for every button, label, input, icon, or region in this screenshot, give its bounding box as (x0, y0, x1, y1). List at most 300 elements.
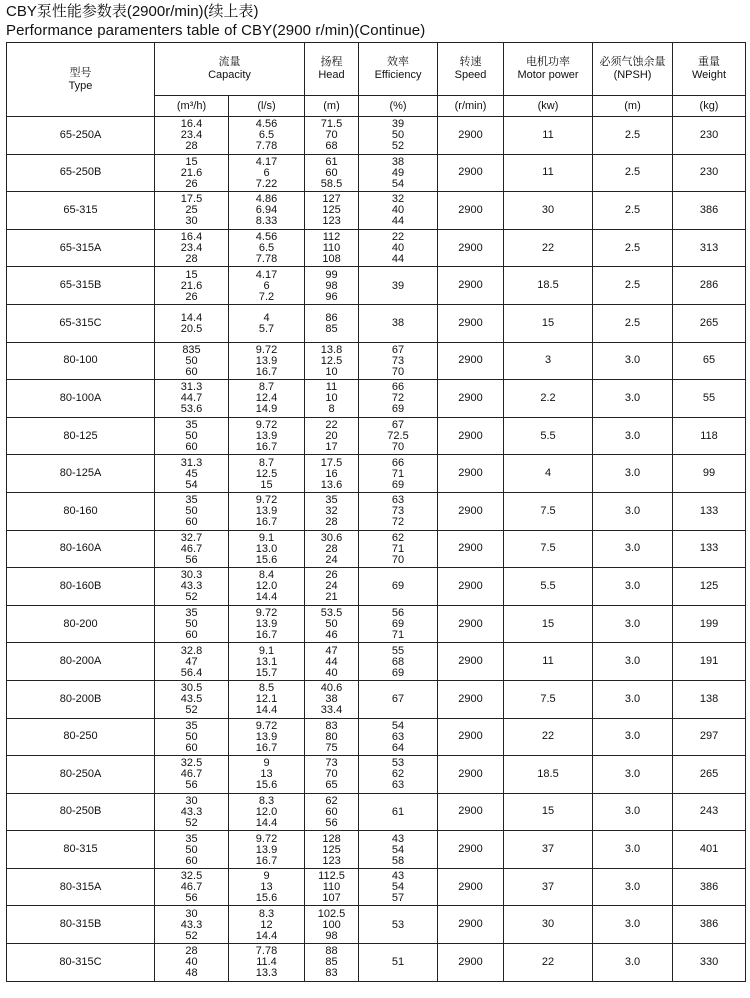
capacity-m3h-cell (155, 492, 229, 530)
capacity-ls-cell (229, 455, 305, 493)
cell-value: 98 (325, 929, 338, 942)
head-cell (305, 718, 359, 756)
capacity-ls-cell (229, 756, 305, 794)
cell-value: 68 (391, 655, 405, 668)
capacity-ls-cell (229, 380, 305, 418)
unit-ls: (l/s) (229, 96, 305, 117)
unit-weight: (kg) (673, 96, 746, 117)
cell-value: 54 (391, 177, 405, 190)
cell-value: 72.5 (387, 430, 409, 443)
efficiency-cell (359, 154, 438, 192)
cell-value: 70 (325, 129, 338, 142)
cell-value: 26 (185, 177, 198, 190)
cell-value: 65 (325, 779, 338, 792)
cell-value: 15.6 (255, 553, 278, 566)
unit-efficiency: (%) (359, 96, 438, 117)
cell-value: 44 (391, 253, 405, 266)
cell-value: 50 (325, 618, 338, 631)
head-cell (305, 831, 359, 869)
capacity-m3h-cell (155, 192, 229, 230)
npsh-cell: 3.0 (593, 643, 673, 681)
capacity-m3h-cell (155, 793, 229, 831)
cell-value: 43.5 (180, 693, 203, 706)
cell-value: 22 (391, 231, 405, 244)
cell-value: 8 (328, 403, 335, 416)
capacity-ls-cell (229, 568, 305, 606)
head-cell (305, 756, 359, 794)
npsh-cell: 2.5 (593, 192, 673, 230)
cell-value: 52 (185, 591, 198, 604)
cell-value: 60 (185, 516, 198, 529)
efficiency-cell (359, 906, 438, 944)
table-row (7, 756, 746, 794)
cell-value: 57 (391, 892, 405, 905)
weight-cell: 313 (673, 229, 746, 267)
cell-value: 17.5 (180, 193, 203, 206)
cell-value: 62 (391, 768, 405, 781)
cell-value: 7.78 (255, 253, 278, 266)
capacity-m3h-cell (155, 568, 229, 606)
weight-cell: 401 (673, 831, 746, 869)
cell-value: 15.6 (255, 892, 278, 905)
capacity-ls-cell (229, 229, 305, 267)
cell-value: 52 (185, 704, 198, 717)
model-cell: 80-125A (7, 455, 155, 493)
efficiency-cell (359, 229, 438, 267)
capacity-ls-cell (229, 530, 305, 568)
cell-value: 11.4 (256, 956, 277, 969)
model-cell: 80-125 (7, 417, 155, 455)
cell-value: 26 (185, 290, 198, 303)
motor-power-cell: 4 (504, 455, 593, 493)
model-cell: 80-200 (7, 605, 155, 643)
cell-value: 63 (391, 494, 405, 507)
table-row (7, 304, 746, 342)
cell-value: 35 (185, 832, 198, 845)
cell-value: 62 (391, 531, 405, 544)
cell-value: 56 (185, 892, 198, 905)
cell-value: 16.7 (255, 854, 278, 867)
cell-value: 9.72 (255, 832, 278, 845)
cell-value: 7.78 (255, 140, 278, 153)
speed-cell: 2900 (438, 492, 504, 530)
speed-cell: 2900 (438, 342, 504, 380)
cell-value: 8.33 (255, 215, 278, 228)
cell-value: 50 (185, 430, 198, 443)
weight-cell: 138 (673, 680, 746, 718)
capacity-m3h-cell (155, 117, 229, 155)
cell-value: 30 (185, 215, 198, 228)
cell-value: 35 (185, 494, 198, 507)
capacity-ls-cell (229, 906, 305, 944)
cell-value: 108 (322, 253, 341, 266)
unit-m3h: (m³/h) (155, 96, 229, 117)
model-cell: 65-315C (7, 304, 155, 342)
efficiency-cell (359, 756, 438, 794)
cell-value: 16.4 (180, 231, 203, 244)
cell-value: 123 (322, 215, 341, 228)
efficiency-cell (359, 718, 438, 756)
efficiency-cell (359, 530, 438, 568)
table-row (7, 831, 746, 869)
header-head: 扬程 Head (305, 43, 359, 96)
cell-value: 63 (391, 779, 405, 792)
cell-value: 53 (391, 918, 405, 931)
head-cell (305, 868, 359, 906)
model-cell: 80-315A (7, 868, 155, 906)
weight-cell: 265 (673, 756, 746, 794)
cell-value: 50 (185, 354, 198, 367)
header-npsh: 必须气蚀余量 (NPSH) (593, 43, 673, 96)
motor-power-cell: 18.5 (504, 267, 593, 305)
capacity-m3h-cell (155, 756, 229, 794)
efficiency-cell (359, 568, 438, 606)
model-cell: 80-100A (7, 380, 155, 418)
table-row (7, 192, 746, 230)
cell-value: 15.6 (255, 779, 278, 792)
cell-value: 46 (325, 629, 338, 642)
cell-value: 56 (325, 816, 338, 829)
cell-value: 4 (263, 311, 270, 324)
cell-value: 50 (185, 843, 198, 856)
capacity-ls-cell (229, 793, 305, 831)
cell-value: 13 (260, 768, 273, 781)
npsh-cell: 3.0 (593, 906, 673, 944)
cell-value: 30.3 (180, 569, 203, 582)
weight-cell: 243 (673, 793, 746, 831)
capacity-m3h-cell (155, 643, 229, 681)
cell-value: 53.6 (180, 403, 203, 416)
cell-value: 83 (325, 719, 338, 732)
cell-value: 14.4 (180, 311, 203, 324)
head-cell (305, 342, 359, 380)
table-row (7, 680, 746, 718)
cell-value: 56 (185, 553, 198, 566)
speed-cell: 2900 (438, 455, 504, 493)
cell-value: 44.7 (180, 392, 203, 405)
cell-value: 15.7 (255, 666, 278, 679)
cell-value: 50 (185, 505, 198, 518)
capacity-m3h-cell (155, 944, 229, 982)
table-row (7, 342, 746, 380)
cell-value: 54 (391, 881, 405, 894)
cell-value: 35 (185, 607, 198, 620)
cell-value: 56 (391, 607, 405, 620)
cell-value: 50 (185, 730, 198, 743)
cell-value: 31.3 (180, 381, 203, 394)
head-cell (305, 793, 359, 831)
cell-value: 28 (185, 140, 198, 153)
capacity-ls-cell (229, 944, 305, 982)
speed-cell: 2900 (438, 868, 504, 906)
weight-cell: 125 (673, 568, 746, 606)
table-row (7, 605, 746, 643)
head-cell (305, 417, 359, 455)
capacity-m3h-cell (155, 342, 229, 380)
weight-cell: 55 (673, 380, 746, 418)
weight-cell: 386 (673, 906, 746, 944)
capacity-m3h-cell (155, 868, 229, 906)
cell-value: 67 (391, 419, 405, 432)
head-cell (305, 492, 359, 530)
cell-value: 39 (391, 118, 405, 131)
npsh-cell: 3.0 (593, 417, 673, 455)
model-cell: 65-315 (7, 192, 155, 230)
table-row (7, 229, 746, 267)
cell-value: 9.72 (255, 494, 278, 507)
efficiency-cell (359, 417, 438, 455)
weight-cell: 286 (673, 267, 746, 305)
cell-value: 56.4 (180, 666, 203, 679)
cell-value: 73 (391, 354, 405, 367)
weight-cell: 133 (673, 530, 746, 568)
cell-value: 107 (322, 892, 341, 905)
capacity-m3h-cell (155, 906, 229, 944)
cell-value: 44 (325, 655, 338, 668)
cell-value: 53 (391, 757, 405, 770)
speed-cell: 2900 (438, 831, 504, 869)
motor-power-cell: 37 (504, 831, 593, 869)
motor-power-cell: 30 (504, 906, 593, 944)
table-row (7, 568, 746, 606)
weight-cell: 230 (673, 154, 746, 192)
cell-value: 43 (391, 832, 405, 845)
speed-cell: 2900 (438, 304, 504, 342)
weight-cell: 230 (673, 117, 746, 155)
model-cell: 80-250B (7, 793, 155, 831)
cell-value: 110 (322, 242, 341, 255)
cell-value: 8.3 (258, 794, 275, 807)
head-cell (305, 380, 359, 418)
motor-power-cell: 30 (504, 192, 593, 230)
cell-value: 12.4 (255, 392, 278, 405)
npsh-cell: 3.0 (593, 680, 673, 718)
cell-value: 13.8 (320, 343, 343, 356)
cell-value: 12.5 (320, 354, 343, 367)
capacity-m3h-cell (155, 680, 229, 718)
npsh-cell: 3.0 (593, 492, 673, 530)
cell-value: 54 (185, 478, 198, 491)
speed-cell: 2900 (438, 192, 504, 230)
speed-cell: 2900 (438, 380, 504, 418)
cell-value: 9 (263, 757, 270, 770)
cell-value: 72 (391, 516, 405, 529)
capacity-m3h-cell (155, 304, 229, 342)
cell-value: 73 (325, 757, 338, 770)
cell-value: 50 (391, 129, 405, 142)
model-cell: 80-160 (7, 492, 155, 530)
cell-value: 62 (325, 794, 338, 807)
cell-value: 9.72 (255, 419, 278, 432)
cell-value: 7.78 (255, 945, 278, 958)
head-cell (305, 568, 359, 606)
table-row (7, 793, 746, 831)
head-cell (305, 154, 359, 192)
efficiency-cell (359, 605, 438, 643)
cell-value: 112.5 (318, 870, 345, 883)
cell-value: 20 (325, 430, 338, 443)
cell-value: 15 (185, 268, 198, 281)
cell-value: 31.3 (180, 456, 203, 469)
npsh-cell: 2.5 (593, 154, 673, 192)
header-motor-power: 电机功率 Motor power (504, 43, 593, 96)
cell-value: 6.94 (255, 204, 278, 217)
header-model: 型号 Type (7, 43, 155, 117)
cell-value: 43.3 (180, 580, 203, 593)
motor-power-cell: 7.5 (504, 492, 593, 530)
speed-cell: 2900 (438, 154, 504, 192)
header-row (7, 43, 746, 96)
cell-value: 15 (260, 478, 273, 491)
model-cell: 65-250A (7, 117, 155, 155)
efficiency-cell (359, 793, 438, 831)
weight-cell: 118 (673, 417, 746, 455)
cell-value: 13.9 (255, 843, 278, 856)
header-weight: 重量 Weight (673, 43, 746, 96)
cell-value: 4.86 (255, 193, 278, 206)
cell-value: 16.7 (255, 741, 278, 754)
cell-value: 23.4 (180, 242, 203, 255)
cell-value: 55 (391, 644, 405, 657)
cell-value: 9.72 (255, 607, 278, 620)
cell-value: 54 (391, 719, 405, 732)
table-row (7, 380, 746, 418)
cell-value: 6 (263, 166, 270, 179)
head-cell (305, 680, 359, 718)
model-cell: 80-315C (7, 944, 155, 982)
capacity-m3h-cell (155, 154, 229, 192)
speed-cell: 2900 (438, 267, 504, 305)
cell-value: 52 (185, 929, 198, 942)
cell-value: 835 (182, 343, 201, 356)
cell-value: 32.5 (180, 757, 203, 770)
cell-value: 4.17 (255, 155, 278, 168)
cell-value: 51 (391, 956, 405, 969)
cell-value: 4.56 (255, 118, 278, 131)
cell-value: 58.5 (320, 177, 343, 190)
cell-value: 60 (185, 441, 198, 454)
cell-value: 69 (391, 580, 405, 593)
cell-value: 48 (185, 967, 198, 980)
cell-value: 13.9 (255, 730, 278, 743)
motor-power-cell: 7.5 (504, 530, 593, 568)
cell-value: 56 (185, 779, 198, 792)
cell-value: 22 (325, 419, 338, 432)
cell-value: 17 (325, 441, 338, 454)
cell-value: 12.5 (255, 467, 278, 480)
cell-value: 13.9 (255, 505, 278, 518)
cell-value: 70 (391, 553, 405, 566)
model-cell: 80-160A (7, 530, 155, 568)
motor-power-cell: 18.5 (504, 756, 593, 794)
cell-value: 60 (185, 741, 198, 754)
capacity-m3h-cell (155, 417, 229, 455)
model-cell: 65-315A (7, 229, 155, 267)
efficiency-cell (359, 868, 438, 906)
capacity-ls-cell (229, 680, 305, 718)
cell-value: 45 (185, 467, 198, 480)
cell-value: 14.4 (255, 929, 278, 942)
npsh-cell: 3.0 (593, 756, 673, 794)
cell-value: 85 (325, 322, 338, 335)
speed-cell: 2900 (438, 605, 504, 643)
cell-value: 60 (185, 365, 198, 378)
cell-value: 8.7 (258, 456, 275, 469)
cell-value: 13.9 (255, 430, 278, 443)
capacity-m3h-cell (155, 455, 229, 493)
header-capacity: 流量 Capacity (155, 43, 305, 96)
efficiency-cell (359, 492, 438, 530)
npsh-cell: 3.0 (593, 605, 673, 643)
speed-cell: 2900 (438, 568, 504, 606)
capacity-ls-cell (229, 605, 305, 643)
model-cell: 80-200A (7, 643, 155, 681)
motor-power-cell: 22 (504, 229, 593, 267)
cell-value: 4.17 (255, 268, 278, 281)
table-row (7, 643, 746, 681)
cell-value: 16.7 (255, 365, 278, 378)
cell-value: 35 (185, 719, 198, 732)
capacity-ls-cell (229, 304, 305, 342)
cell-value: 35 (185, 419, 198, 432)
capacity-ls-cell (229, 831, 305, 869)
cell-value: 52 (185, 816, 198, 829)
motor-power-cell: 37 (504, 868, 593, 906)
cell-value: 14.4 (255, 816, 278, 829)
title-english: Performance paramenters table of CBY(2900 r/min)(Continue) (6, 22, 426, 39)
npsh-cell: 2.5 (593, 304, 673, 342)
model-cell: 65-315B (7, 267, 155, 305)
efficiency-cell (359, 342, 438, 380)
npsh-cell: 2.5 (593, 229, 673, 267)
cell-value: 32 (325, 505, 338, 518)
cell-value: 9.1 (258, 644, 275, 657)
model-cell: 80-250A (7, 756, 155, 794)
capacity-ls-cell (229, 117, 305, 155)
motor-power-cell: 22 (504, 944, 593, 982)
capacity-m3h-cell (155, 530, 229, 568)
capacity-m3h-cell (155, 718, 229, 756)
npsh-cell: 3.0 (593, 455, 673, 493)
cell-value: 13.6 (320, 478, 343, 491)
cell-value: 13.1 (255, 655, 278, 668)
cell-value: 9.1 (258, 531, 275, 544)
cell-value: 40 (185, 956, 198, 969)
cell-value: 9.72 (255, 719, 278, 732)
cell-value: 5.7 (258, 322, 275, 335)
cell-value: 69 (391, 666, 405, 679)
cell-value: 66 (391, 381, 405, 394)
capacity-m3h-cell (155, 267, 229, 305)
speed-cell: 2900 (438, 756, 504, 794)
cell-value: 86 (325, 311, 338, 324)
cell-value: 14.4 (255, 704, 278, 717)
efficiency-cell (359, 267, 438, 305)
cell-value: 38 (325, 693, 338, 706)
cell-value: 12.1 (255, 693, 278, 706)
cell-value: 112 (322, 231, 341, 244)
cell-value: 71.5 (320, 118, 343, 131)
cell-value: 35 (325, 494, 338, 507)
cell-value: 39 (391, 279, 405, 292)
cell-value: 32.8 (180, 644, 203, 657)
cell-value: 61 (391, 805, 405, 818)
motor-power-cell: 15 (504, 304, 593, 342)
cell-value: 40 (391, 242, 405, 255)
capacity-m3h-cell (155, 380, 229, 418)
model-cell: 80-315B (7, 906, 155, 944)
model-cell: 80-250 (7, 718, 155, 756)
